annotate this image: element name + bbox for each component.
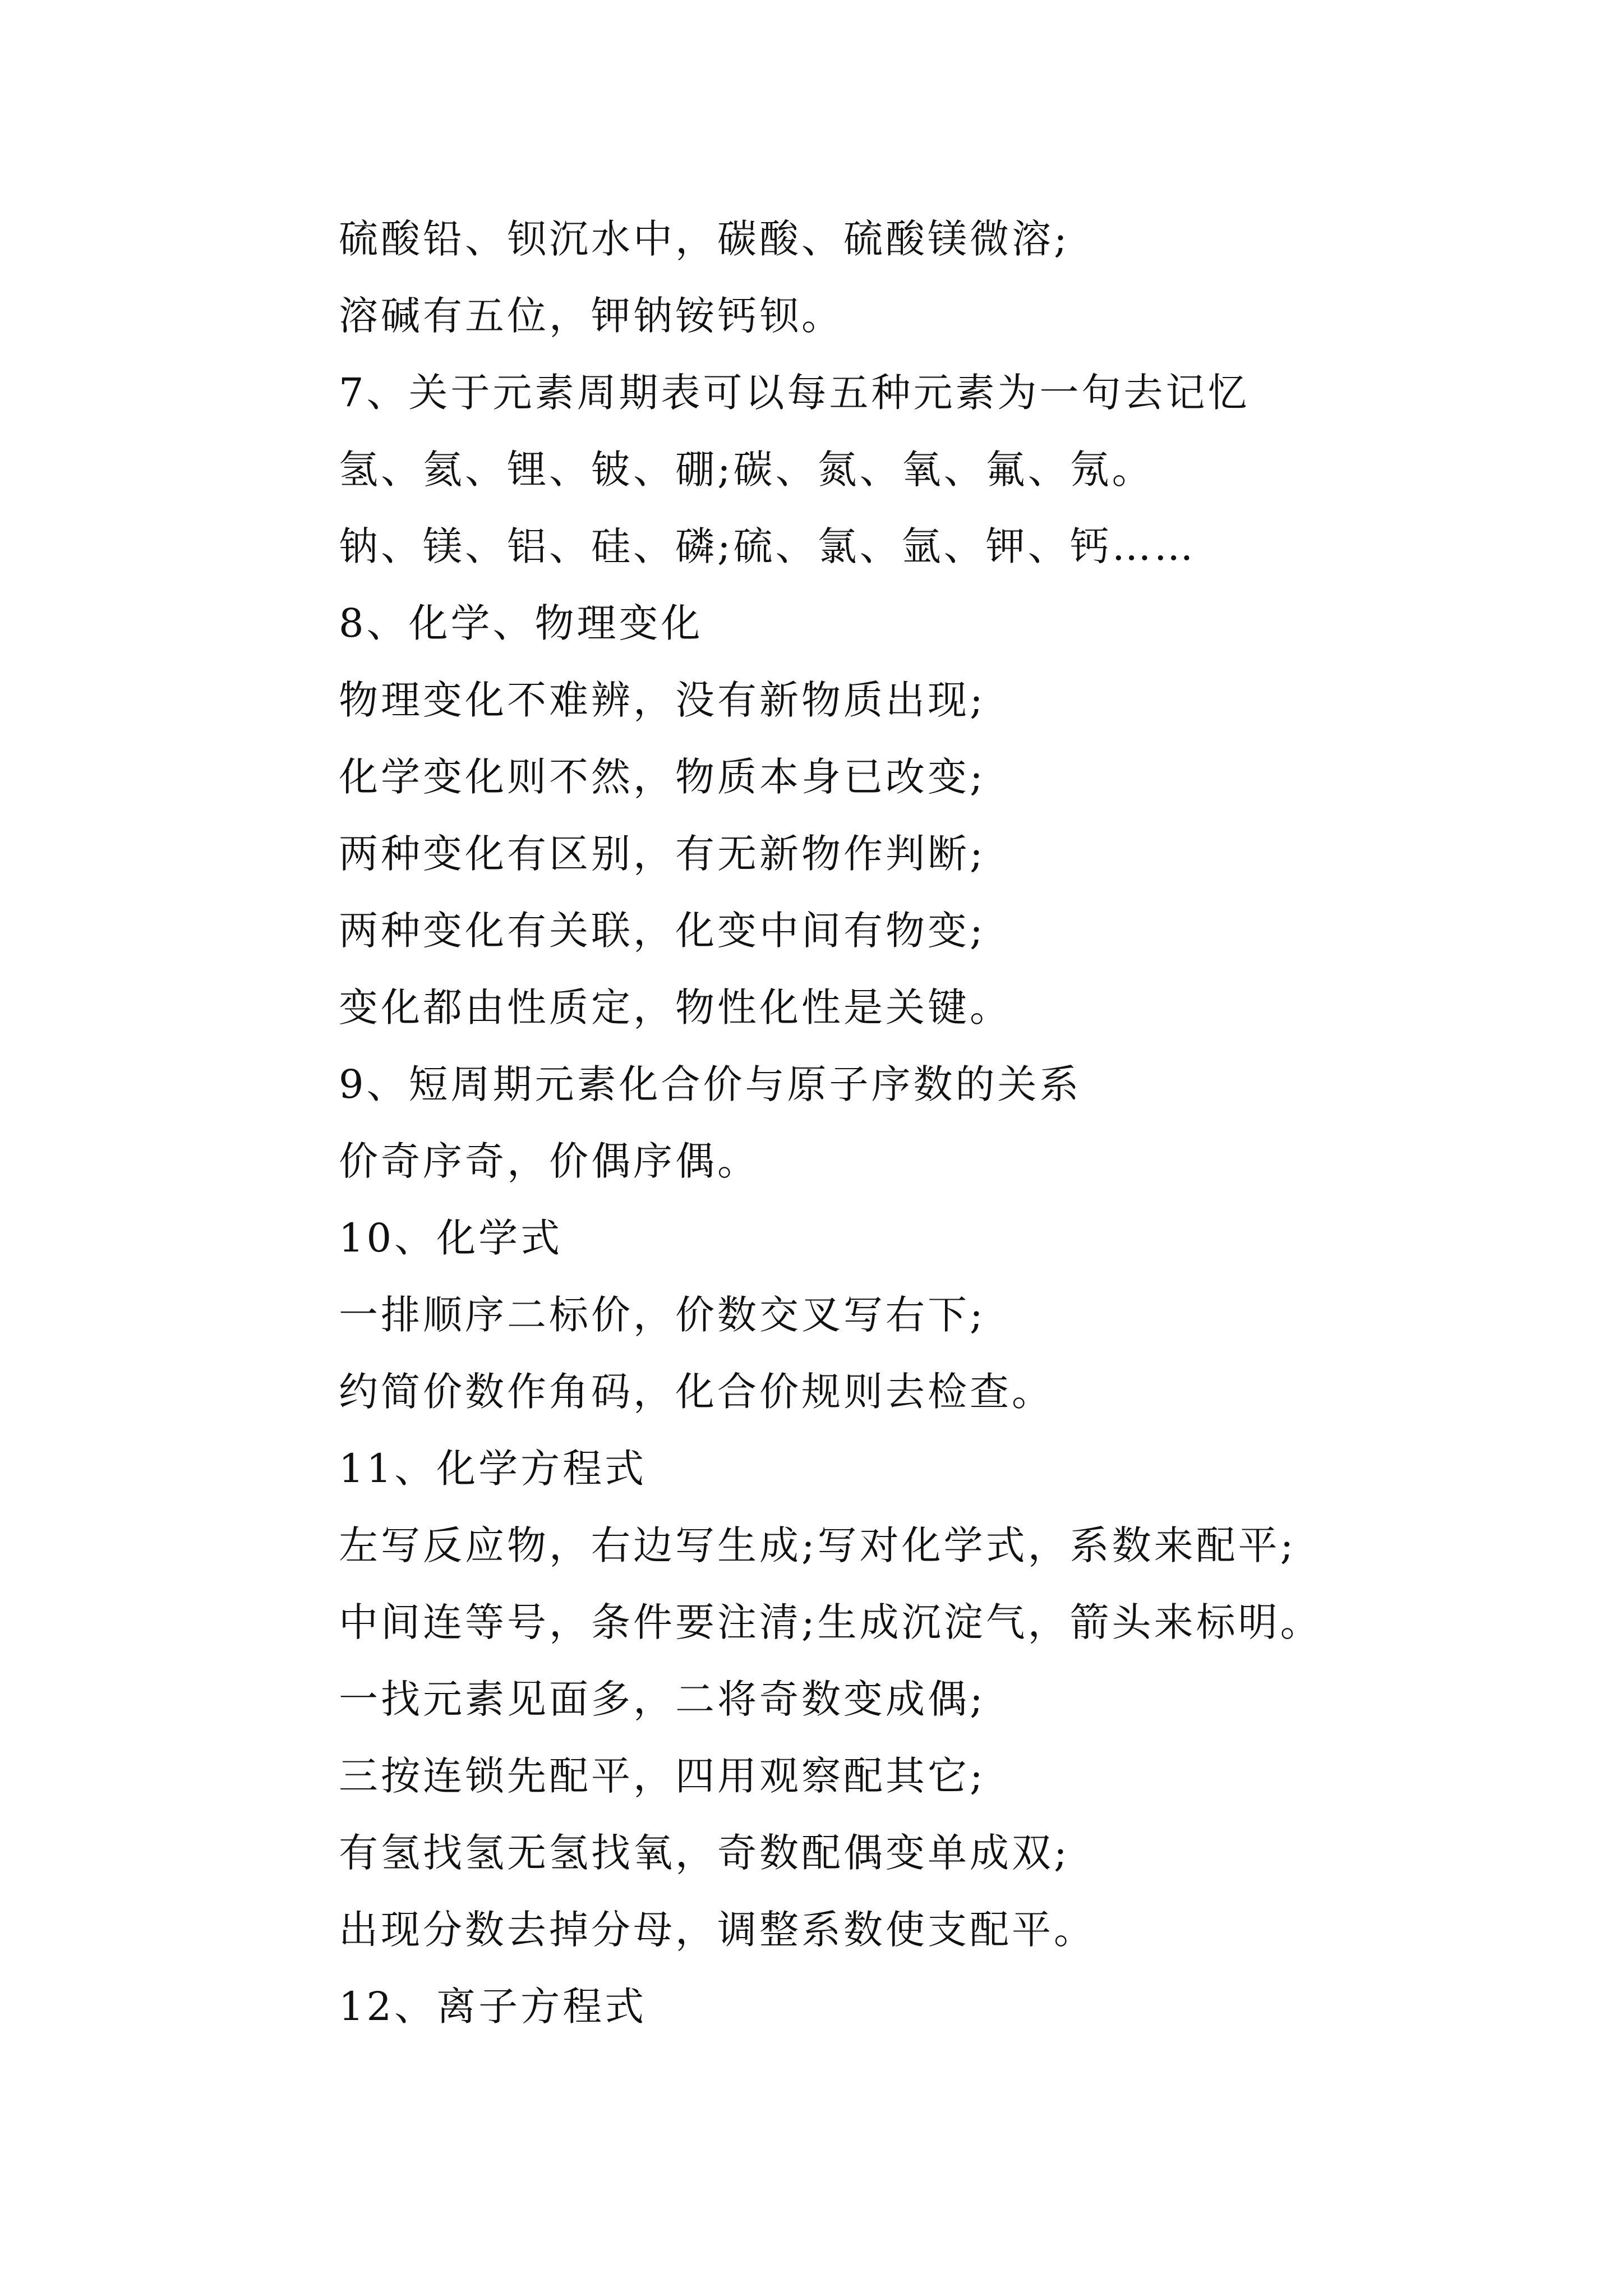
text-line: 两种变化有区别，有无新物作判断; [339,831,986,877]
text-line: 一排顺序二标价，价数交叉写右下; [339,1292,986,1338]
text-line: 约简价数作角码，化合价规则去检查。 [339,1369,1054,1415]
text-line: 价奇序奇，价偶序偶。 [339,1138,759,1184]
section-heading-10: 10、化学式 [339,1215,563,1261]
section-heading-11: 11、化学方程式 [339,1446,647,1492]
text-line: 三按连锁先配平，四用观察配其它; [339,1753,986,1799]
text-line: 变化都由性质定，物性化性是关键。 [339,984,1012,1030]
text-line: 氢、氦、锂、铍、硼;碳、氮、氧、氟、氖。 [339,447,1154,493]
text-line: 化学变化则不然，物质本身已改变; [339,754,986,800]
text-line: 一找元素见面多，二将奇数变成偶; [339,1676,986,1722]
section-heading-8: 8、化学、物理变化 [339,600,703,646]
section-heading-9: 9、短周期元素化合价与原子序数的关系 [339,1061,1082,1107]
text-body [339,201,1516,2045]
text-line: 有氢找氢无氢找氧，奇数配偶变单成双; [339,1830,1070,1876]
text-line: 硫酸铅、钡沉水中，碳酸、硫酸镁微溶; [339,216,1070,262]
section-heading-7: 7、关于元素周期表可以每五种元素为一句去记忆 [339,370,1250,416]
section-heading-12: 12、离子方程式 [339,1984,647,2030]
text-line: 钠、镁、铝、硅、磷;硫、氯、氩、钾、钙…… [339,523,1196,569]
text-line: 左写反应物，右边写生成;写对化学式，系数来配平; [339,1522,1297,1568]
text-line: 两种变化有关联，化变中间有物变; [339,908,986,954]
text-line: 出现分数去掉分母，调整系数使支配平。 [339,1907,1096,1953]
text-line: 物理变化不难辨，没有新物质出现; [339,677,986,723]
text-line: 溶碱有五位，钾钠铵钙钡。 [339,293,843,339]
text-line: 中间连等号，条件要注清;生成沉淀气，箭头来标明。 [339,1599,1322,1645]
